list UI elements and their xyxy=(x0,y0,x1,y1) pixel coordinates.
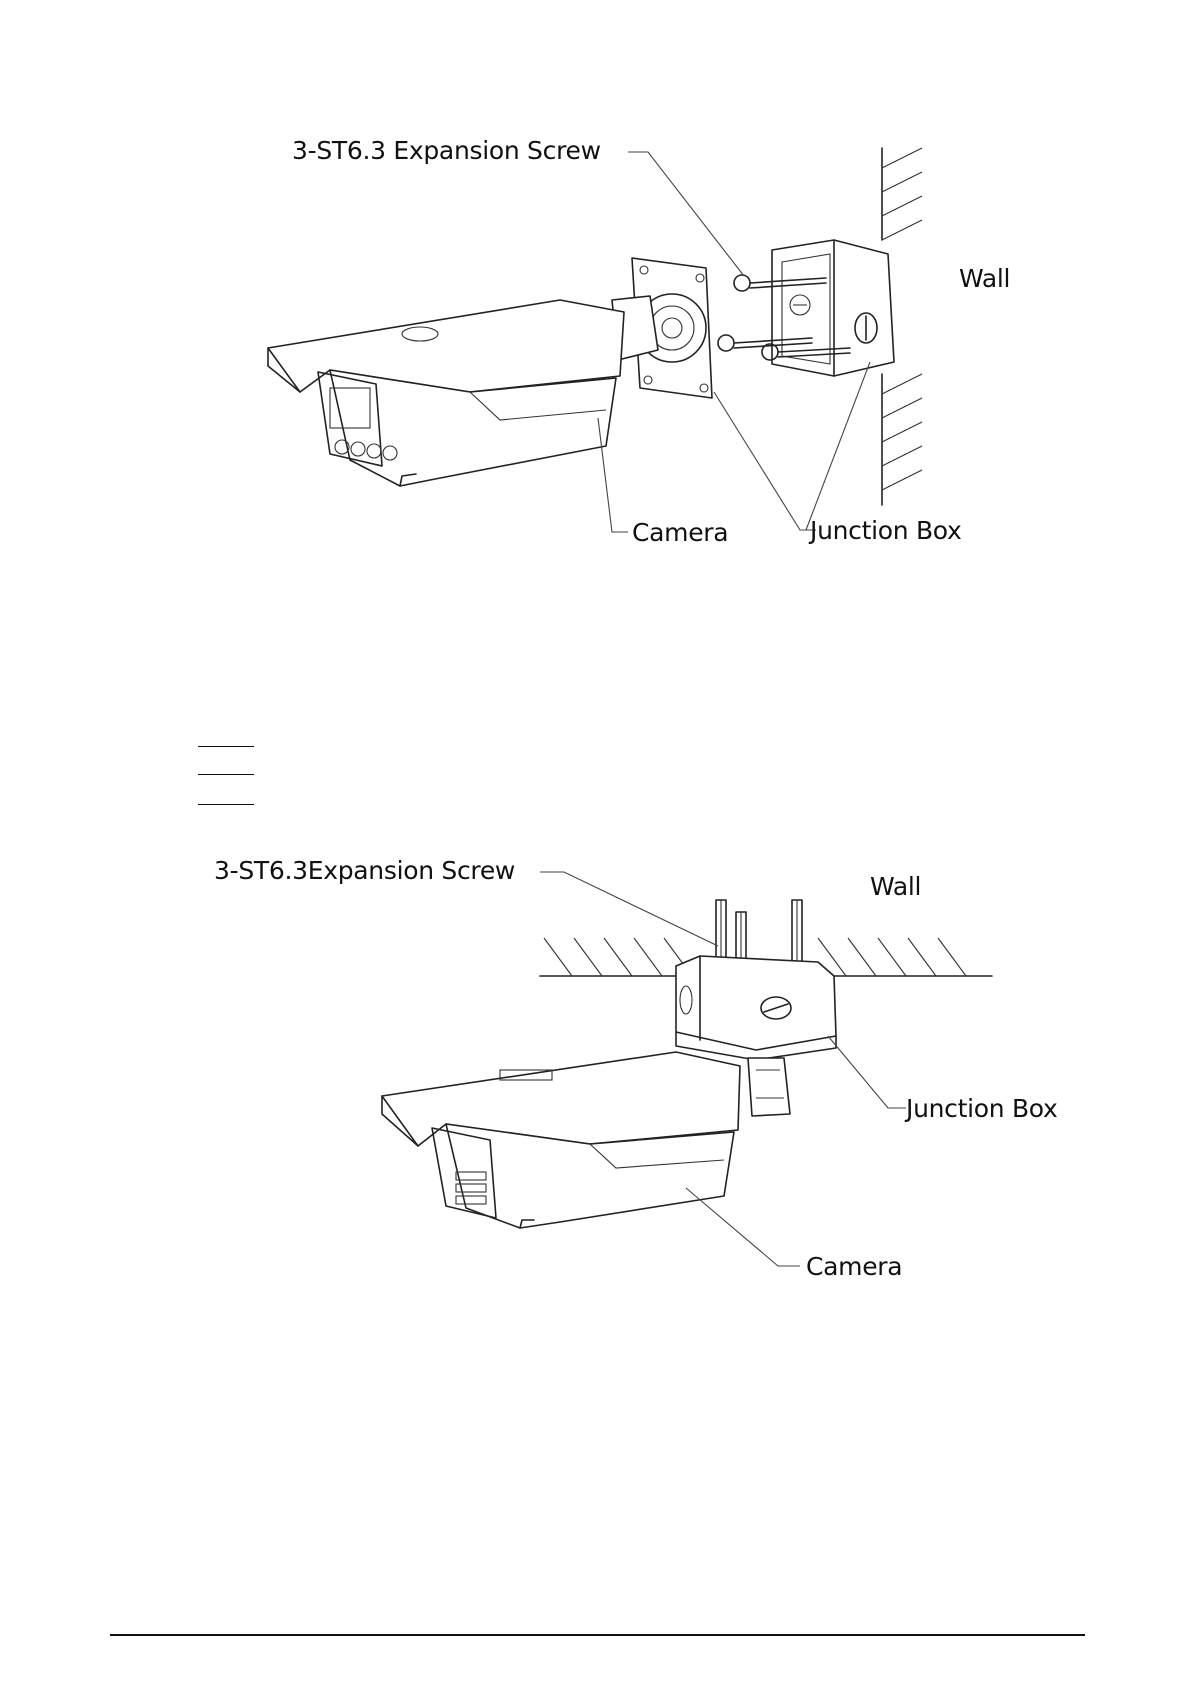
camera-1 xyxy=(268,296,658,486)
label-camera-2: Camera xyxy=(806,1252,903,1281)
label-expansion-screw-1: 3-ST6.3 Expansion Screw xyxy=(292,136,601,165)
label-camera-1: Camera xyxy=(632,518,729,547)
blank-rule-3 xyxy=(198,804,254,805)
label-junction-box-2: Junction Box xyxy=(906,1094,1058,1123)
bracket-2 xyxy=(748,1058,790,1116)
camera-2 xyxy=(382,1052,740,1228)
label-expansion-screw-2: 3-ST6.3Expansion Screw xyxy=(214,856,516,885)
footer-rule xyxy=(110,1634,1085,1636)
junction-box-2 xyxy=(676,956,836,1060)
label-wall-2: Wall xyxy=(870,872,922,901)
blank-rule-1 xyxy=(198,746,254,747)
blank-rule-2 xyxy=(198,774,254,775)
label-junction-box-1: Junction Box xyxy=(810,516,962,545)
label-wall-1: Wall xyxy=(959,264,1011,293)
